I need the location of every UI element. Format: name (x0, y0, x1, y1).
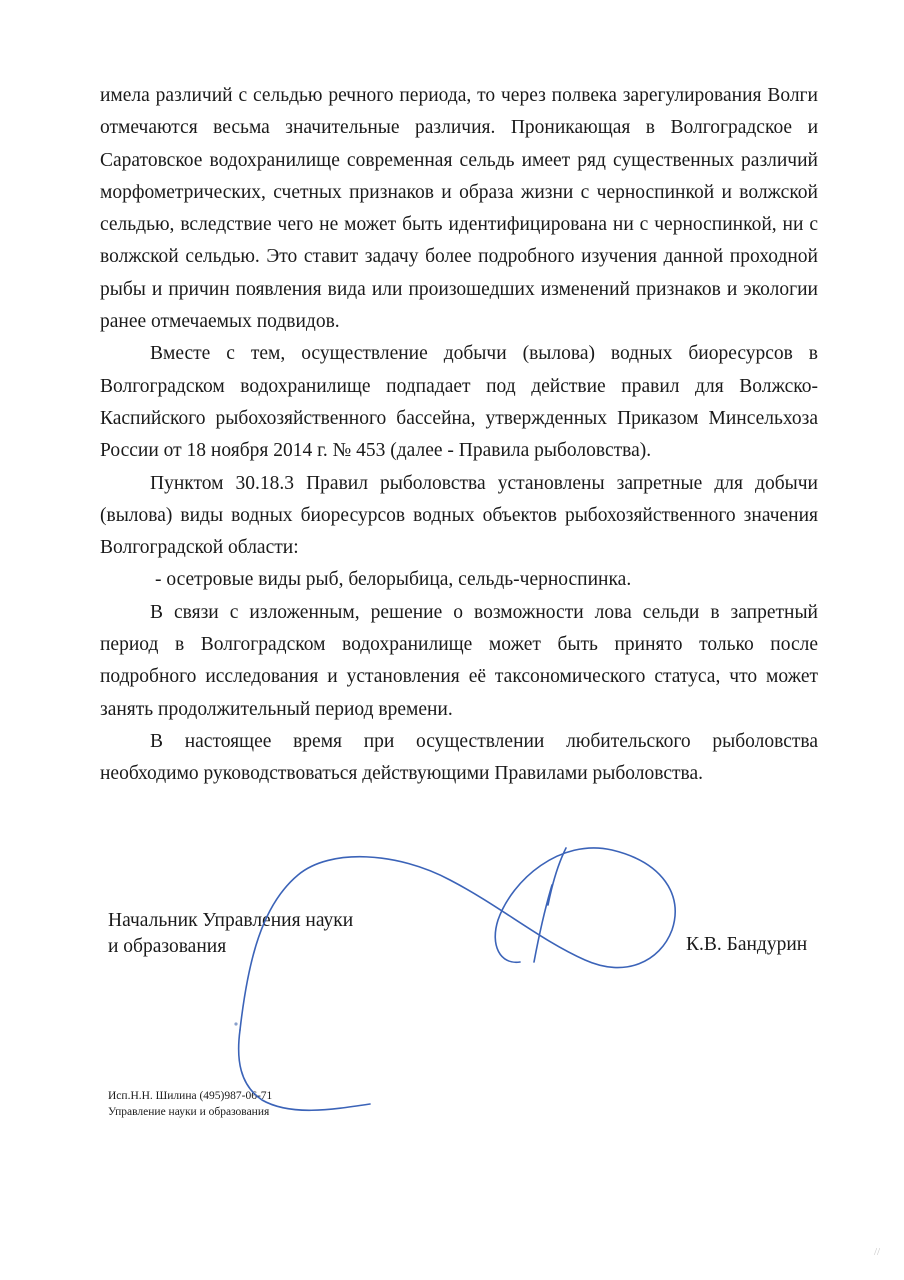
executor-department: Управление науки и образования (108, 1106, 270, 1118)
paragraph-prohibited-species: Пунктом 30.18.3 Правил рыболовства установлены запретные для добычи (вылова) виды водных биоресурсов водных объектов рыбохозяйственного значения Волгоградской области: (100, 472, 818, 559)
paragraph-herring-differences: имела различий с сельдью речного периода, то через полвека зарегулирования Волги отмечаются весьма значительные различия. Проникающая в Волгоградское и Саратовское водохранилище современная сельдь имеет ряд существенных различий морфометрических, счетных признаков и образа жизни с черноспинкой и волжской сельдью, вследствие чего не может быть идентифицирована ни с черноспинкой, ни с волжской сельдью. Это ставит задачу более подробного изучения данной проходной рыбы и причин появления вида или произошедших изменений признаков и экологии ранее отмечаемых подвидов. (100, 85, 818, 333)
signatory-position-line1: Начальник Управления науки (108, 910, 354, 931)
paragraph-decision: В связи с изложенным, решение о возможности лова сельди в запретный период в Волгоградском водохранилище может быть принято только после подробного исследования и установления её таксономического статуса, что может занять продолжительный период времени. (100, 601, 818, 720)
signature-stroke-vertical (534, 848, 566, 962)
signatory-position-line2: и образования (108, 936, 227, 957)
signature-dot (234, 1022, 237, 1025)
letter-body (100, 80, 818, 791)
scan-corner-mark: // (874, 1246, 881, 1258)
paragraph-current-rules: В настоящее время при осуществлении любительского рыболовства необходимо руководствоваться действующими Правилами рыболовства. (100, 730, 818, 785)
prohibited-species-list-item: - осетровые виды рыб, белорыбица, сельдь-черноспинка. (155, 569, 632, 591)
executor-contact: Исп.Н.Н. Шилина (495)987-06-71 (108, 1090, 273, 1102)
executor-info (108, 1088, 272, 1120)
signatory-name: К.В. Бандурин (686, 934, 808, 955)
signatory-position (108, 908, 353, 960)
paragraph-fishing-rules: Вместе с тем, осуществление добычи (вылова) водных биоресурсов в Волгоградском водохранилище подпадает под действие правил для Волжско-Каспийского рыбохозяйственного бассейна, утвержденных Приказом Минсельхоза России от 18 ноября 2014 г. № 453 (далее - Правила рыболовства). (100, 343, 818, 462)
